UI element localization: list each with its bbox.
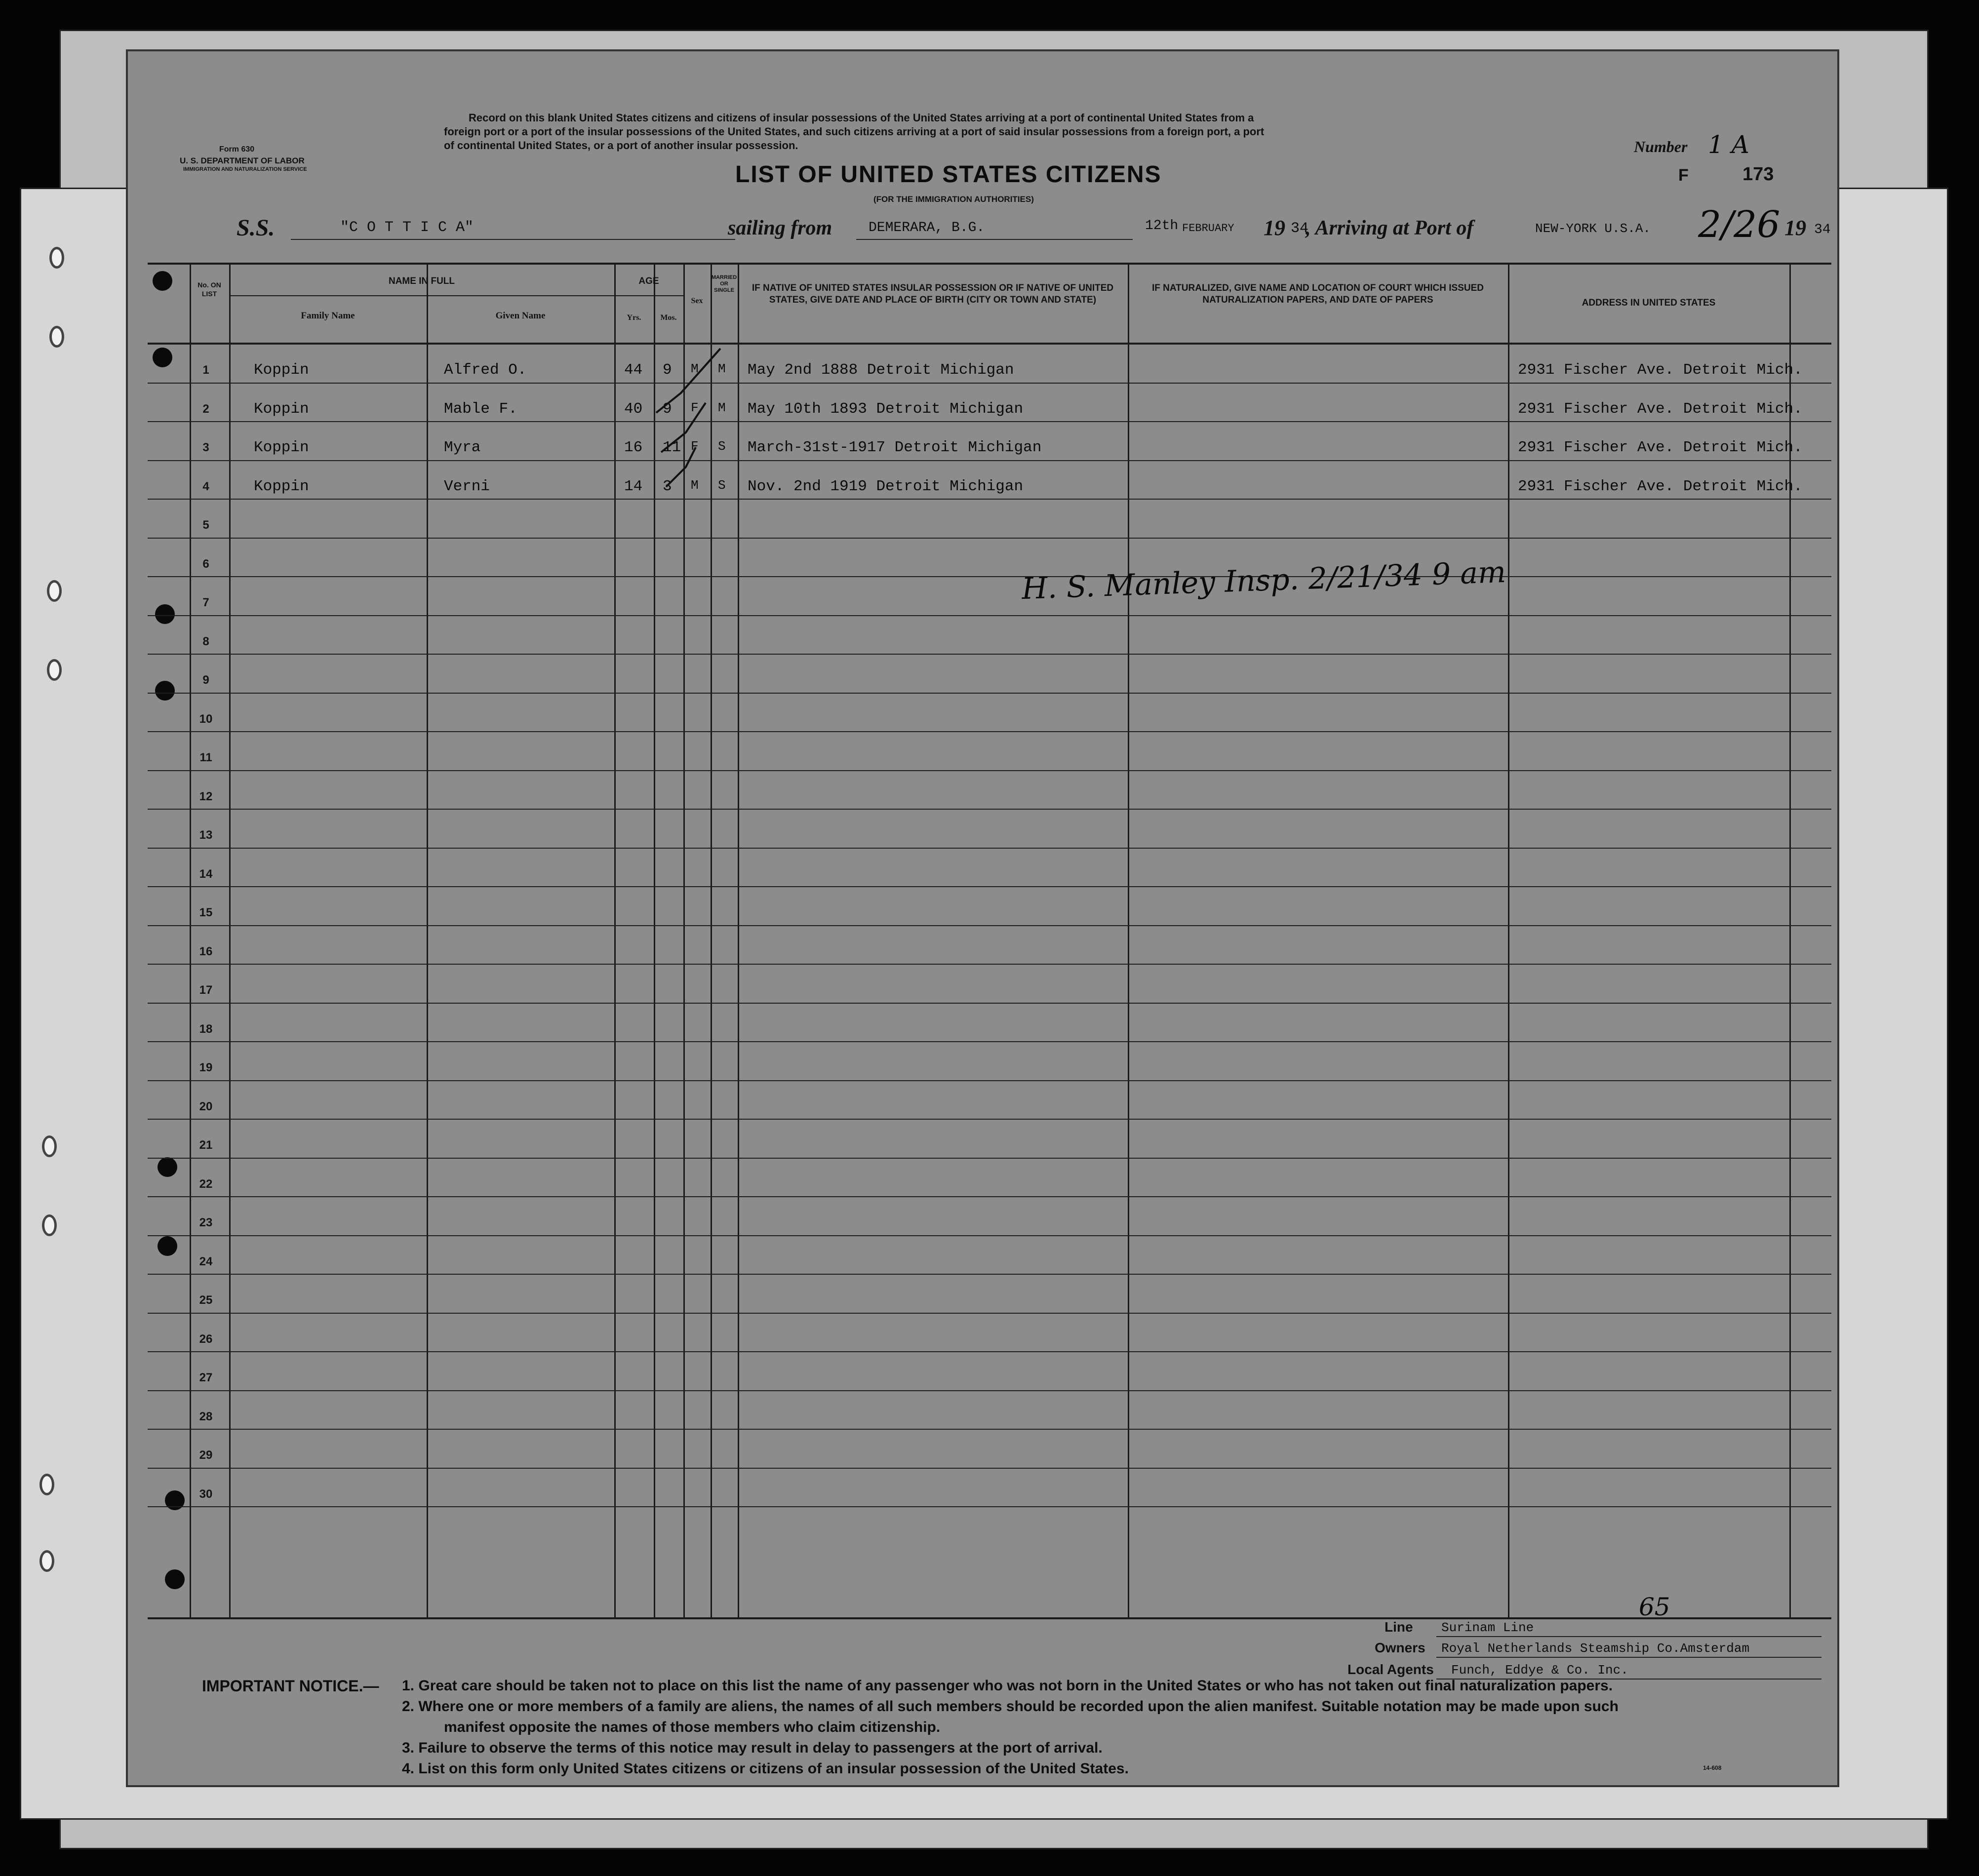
sailing-day: 12th [1145,218,1179,234]
row-line [148,1313,1831,1314]
ship-name: "C O T T I C A" [340,219,474,236]
row-number: 20 [199,1099,213,1113]
form-sheet [126,49,1839,1787]
row-line [148,886,1831,887]
row-number: 25 [199,1293,213,1307]
row-line [148,1390,1831,1391]
birth-info-cell: March-31st-1917 Detroit Michigan [748,439,1042,456]
row-line [148,1041,1831,1042]
inspector-signature: H. S. Manley Insp. 2/21/34 9 am [1021,554,1507,607]
address-cell: 2931 Fischer Ave. Detroit Mich. [1518,477,1803,495]
row-number: 29 [199,1448,213,1462]
marital-status-cell: S [718,439,726,454]
row-number: 17 [199,983,213,997]
row-number: 19 [199,1061,213,1074]
row-number: 26 [199,1332,213,1346]
year-prefix: 19 [1264,216,1285,240]
family-name-cell: Koppin [254,439,309,456]
row-number: 23 [199,1216,213,1229]
family-name-cell: Koppin [254,400,309,418]
column-divider [1789,265,1791,1617]
number-label: Number [1634,138,1688,156]
header-name-in-full: NAME IN FULL [388,276,455,286]
header-yrs: Yrs. [627,313,641,322]
owners-label: Owners [1375,1640,1425,1655]
row-line [148,1196,1831,1197]
row-line [148,1235,1831,1236]
underline [291,239,735,240]
header-mos: Mos. [660,313,677,322]
page-mark: 65 [1639,1593,1670,1621]
arrival-year-prefix: 19 [1784,216,1806,240]
underline [856,239,1133,240]
header-age: AGE [638,276,659,286]
row-line [148,654,1831,655]
binder-hole [40,1550,54,1572]
notice-2: 2. Where one or more members of a family are aliens, the names of all such members should be recorded upon the alien manifest. Suitable notation may be made upon such [402,1698,1619,1715]
address-cell: 2931 Fischer Ave. Detroit Mich. [1518,439,1803,456]
age-years-cell: 40 [624,400,643,418]
header-divider [614,295,683,296]
form-number: Form 630 [219,145,255,154]
agents-value: Funch, Eddye & Co. Inc. [1451,1663,1628,1678]
row-number: 10 [199,712,213,726]
arrival-year-suffix: 34 [1814,222,1831,237]
instructions-line-3: of continental United States, or a port of another insular possession. [444,139,798,152]
line-label: Line [1385,1619,1413,1635]
binder-hole [49,247,64,269]
sailing-month: FEBRUARY [1182,222,1234,234]
row-line [148,538,1831,539]
family-name-cell: Koppin [254,361,309,379]
row-number: 4 [202,479,209,493]
binder-hole [47,659,62,681]
row-number: 5 [202,518,209,532]
given-name-cell: Verni [444,477,490,495]
row-line [148,1274,1831,1275]
notice-3: 3. Failure to observe the terms of this notice may result in delay to passengers at the port of arrival. [402,1740,1103,1756]
column-divider [1508,265,1509,1617]
marital-status-cell: S [718,477,726,493]
row-line [148,1468,1831,1469]
sex-cell: M [691,361,699,376]
manifest-table [148,263,1831,1619]
row-line [148,615,1831,616]
header-sex: Sex [691,297,703,305]
binder-hole [42,1135,57,1157]
binder-hole [40,1474,54,1495]
from-port: DEMERARA, B.G. [869,220,985,235]
row-number: 15 [199,906,213,919]
column-divider [1128,265,1129,1617]
header-naturalized: IF NATURALIZED, GIVE NAME AND LOCATION OF COURT WHICH ISSUED NATURALIZATION PAPERS, AND DATE OF PAPERS [1151,283,1484,305]
row-line [148,925,1831,926]
birth-info-cell: May 10th 1893 Detroit Michigan [748,400,1024,418]
binder-hole [49,326,64,348]
row-number: 30 [199,1487,213,1501]
row-number: 28 [199,1409,213,1423]
arrival-port: NEW-YORK U.S.A. [1535,221,1651,236]
form-subtitle: (FOR THE IMMIGRATION AUTHORITIES) [873,195,1034,204]
row-line [148,1506,1831,1507]
age-years-cell: 14 [624,477,643,495]
row-line [148,848,1831,849]
binder-hole [47,580,62,602]
row-number: 13 [199,828,213,842]
row-number: 14 [199,867,213,881]
row-line [148,499,1831,500]
row-number: 12 [199,789,213,803]
column-divider [427,265,428,1617]
age-months-cell: 11 [663,439,681,456]
row-number: 9 [202,673,209,687]
given-name-cell: Alfred O. [444,361,527,379]
row-line [148,421,1831,422]
row-number: 1 [202,363,209,377]
binder-hole [42,1214,57,1236]
underline [1436,1657,1821,1658]
age-years-cell: 16 [624,439,643,456]
row-number: 3 [202,441,209,454]
row-line [148,1003,1831,1004]
header-divider [229,295,654,296]
header-birth: IF NATIVE OF UNITED STATES INSULAR POSSESSION OR IF NATIVE OF UNITED STATES, GIVE DATE AND PLACE OF BIRTH (CITY OR TOWN AND STATE) [752,283,1114,305]
age-years-cell: 44 [624,361,643,379]
instructions-line-1: Record on this blank United States citizens and citizens of insular possessions of the United States arriving at a port of continental United States from a [469,112,1254,124]
row-line [148,693,1831,694]
age-months-cell: 9 [663,400,672,418]
column-divider [614,265,616,1617]
row-number: 6 [202,557,209,571]
column-divider [738,265,739,1617]
sex-cell: F [691,439,699,454]
row-line [148,460,1831,461]
department-name: U. S. DEPARTMENT OF LABOR [180,156,305,165]
voyage-line [128,203,1841,249]
row-line [148,770,1831,771]
family-name-cell: Koppin [254,477,309,495]
notice-heading: IMPORTANT NOTICE.— [202,1677,379,1695]
row-number: 21 [199,1138,213,1152]
sailing-label: sailing from [728,217,832,239]
birth-info-cell: Nov. 2nd 1919 Detroit Michigan [748,477,1024,495]
sex-cell: F [691,400,699,415]
year-suffix: 34 [1291,220,1309,237]
underline [1436,1636,1821,1637]
header-given-name: Given Name [495,311,546,321]
row-number: 7 [202,596,209,609]
row-line [148,1080,1831,1081]
row-number: 27 [199,1371,213,1384]
line-value: Surinam Line [1441,1620,1534,1635]
arriving-label: , Arriving at Port of [1306,217,1474,239]
marital-status-cell: M [718,400,726,415]
row-number: 24 [199,1254,213,1268]
header-family-name: Family Name [301,311,355,321]
row-line [148,383,1831,384]
row-line [148,344,1831,345]
agents-label: Local Agents [1347,1662,1434,1677]
row-number: 22 [199,1177,213,1191]
row-line [148,1158,1831,1159]
age-months-cell: 9 [663,361,672,379]
row-line [148,576,1831,577]
row-line [148,809,1831,810]
number-value: 1 A [1708,130,1749,159]
row-line [148,1351,1831,1352]
given-name-cell: Myra [444,439,481,456]
marital-status-cell: M [718,361,726,376]
service-name: IMMIGRATION AND NATURALIZATION SERVICE [183,166,307,172]
row-line [148,964,1831,965]
notice-4: 4. List on this form only United States citizens or citizens of an insular possession of the United States. [402,1760,1129,1777]
header-address: ADDRESS IN UNITED STATES [1582,298,1716,308]
ss-label: S.S. [237,215,275,241]
form-title: LIST OF UNITED STATES CITIZENS [735,161,1162,188]
row-line [148,1429,1831,1430]
form-code: 14-608 [1703,1764,1722,1771]
owners-value: Royal Netherlands Steamship Co.Amsterdam [1441,1641,1750,1656]
row-number: 18 [199,1022,213,1036]
given-name-cell: Mable F. [444,400,517,418]
age-months-cell: 3 [663,477,672,495]
row-number: 2 [202,402,209,416]
column-divider [229,265,231,1617]
birth-info-cell: May 2nd 1888 Detroit Michigan [748,361,1014,379]
ref-prefix: F [1678,166,1689,185]
check-marks [646,339,735,502]
header-no-on-list: No. ON LIST [198,281,221,298]
notice-2-cont: manifest opposite the names of those members who claim citizenship. [444,1719,941,1735]
row-number: 8 [202,634,209,648]
sex-cell: M [691,477,699,493]
ref-value: 173 [1742,164,1774,185]
address-cell: 2931 Fischer Ave. Detroit Mich. [1518,400,1803,418]
header-married-single: MARRIED OR SINGLE [711,274,737,293]
notice-1: 1. Great care should be taken not to place on this list the name of any passenger who was not born in the United States or who has not taken out final naturalization papers. [402,1678,1613,1694]
row-number: 11 [199,751,212,764]
row-line [148,731,1831,732]
arrival-date-handwritten: 2/26 [1698,203,1781,246]
instructions-line-2: foreign port or a port of the insular possessions of the United States, and such citizens arriving at a port of said insular possessions from a foreign port, a port [444,125,1265,138]
row-line [148,1119,1831,1120]
row-number: 16 [199,944,213,958]
address-cell: 2931 Fischer Ave. Detroit Mich. [1518,361,1803,379]
